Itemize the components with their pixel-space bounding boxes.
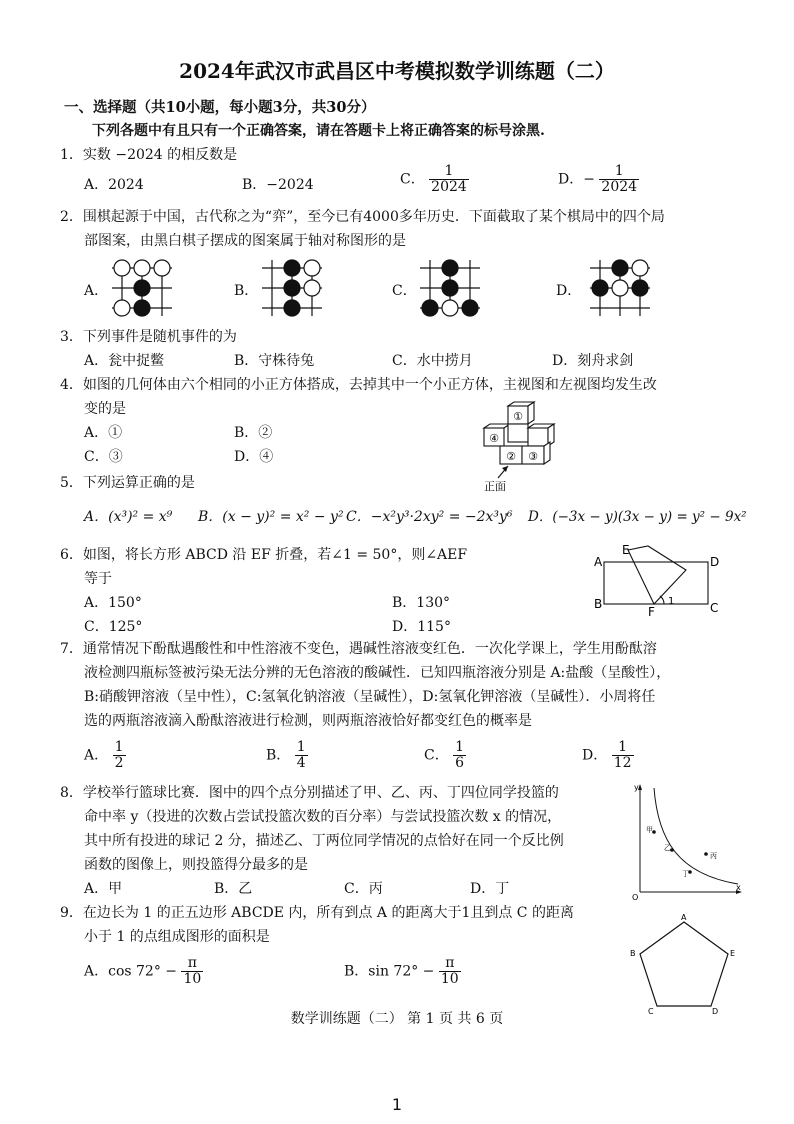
- q7-b-prefix: B．: [266, 747, 291, 764]
- q9-pentagon: [622, 912, 742, 1016]
- q3-option-c: C．水中捞月: [392, 353, 473, 369]
- q7-c-num: 1: [455, 739, 465, 755]
- q7-line4: 选的两瓶溶液滴入酚酞溶液进行检测，则两瓶溶液恰好都变红色的概率是: [84, 713, 532, 729]
- q6-label-e: E: [622, 543, 630, 557]
- q9-label-c: C: [648, 1007, 654, 1016]
- q5-option-b: B．(x − y)² = x² − y²: [198, 509, 344, 525]
- q4-label-1: ①: [513, 410, 523, 423]
- q8-point-ding: 丁: [682, 870, 689, 878]
- q8-graph: [628, 780, 744, 900]
- q4-label-2: ②: [506, 450, 516, 463]
- q8-line1: 8．学校举行篮球比赛．图中的四个点分别描述了甲、乙、丙、丁四位同学投篮的: [60, 785, 559, 801]
- q2-option-d: D．: [556, 283, 582, 299]
- q7-option-b: [266, 740, 308, 772]
- q4-label-4: ④: [489, 432, 499, 445]
- go-pattern-d: [584, 256, 656, 322]
- q1-option-d: [558, 164, 639, 196]
- q6-fold-figure: [590, 540, 726, 616]
- q9-a-fraction: [181, 956, 203, 988]
- q8-option-a: A．甲: [84, 881, 123, 897]
- q9-option-b: [344, 956, 461, 988]
- q4-cube-figure: [474, 400, 574, 492]
- q9-label-a: A: [681, 913, 687, 922]
- page-title: 2024年武汉市武昌区中考模拟数学训练题（二）: [179, 59, 615, 83]
- q9-b-fraction: [439, 956, 461, 988]
- q1-d-fraction: [599, 164, 639, 196]
- q2-option-c: C．: [392, 283, 417, 299]
- q3-option-a: A．瓮中捉鳖: [84, 353, 165, 369]
- q7-c-fraction: [453, 740, 466, 772]
- q9-b-prefix: B．sin 72° −: [344, 963, 435, 980]
- q3-option-b: B．守株待兔: [234, 353, 315, 369]
- q8-line2: 命中率 y（投进的次数占尝试投篮次数的百分率）与尝试投篮次数 x 的情况，: [84, 809, 562, 825]
- q9-a-prefix: A．cos 72° −: [84, 963, 178, 980]
- q1-d-num: 1: [614, 163, 624, 179]
- q7-b-fraction: [295, 740, 308, 772]
- q9-label-e: E: [730, 949, 736, 958]
- q8-option-d: D．丁: [470, 881, 510, 897]
- q9-option-a: [84, 956, 203, 988]
- q7-d-fraction: [612, 740, 634, 772]
- q9-a-den: 10: [183, 971, 202, 988]
- q7-option-a: [84, 740, 126, 772]
- instruction: 下列各题中有且只有一个正确答案，请在答题卡上将正确答案的标号涂黑.: [92, 123, 545, 139]
- q3-stem: 3．下列事件是随机事件的为: [60, 329, 237, 345]
- q5-option-d: D．(−3x − y)(3x − y) = y² − 9x²: [528, 509, 747, 525]
- q9-a-num: π: [187, 955, 197, 971]
- q1-c-fraction: [429, 164, 469, 196]
- q4-option-a: A．①: [84, 425, 123, 441]
- q7-a-num: 1: [114, 739, 124, 755]
- q9-line1: 9．在边长为 1 的正五边形 ABCDE 内，所有到点 A 的距离大于1且到点 C 的距离: [60, 905, 574, 921]
- q6-option-d: D．115°: [392, 619, 451, 635]
- q5-stem: 5．下列运算正确的是: [60, 475, 195, 491]
- q6-stem: 6．如图，将长方形 ABCD 沿 EF 折叠，若∠1 = 50°，则∠AEF: [60, 547, 468, 563]
- q8-option-b: B．乙: [214, 881, 253, 897]
- go-pattern-a: [106, 256, 178, 322]
- q1-c-den: 2024: [431, 179, 467, 196]
- q1-c-prefix: C．: [400, 171, 425, 188]
- q8-option-c: C．丙: [344, 881, 383, 897]
- q8-point-bing: 丙: [710, 852, 717, 860]
- q5-option-a: A．(x³)² = x⁹: [84, 509, 173, 525]
- q2-option-a: A．: [84, 283, 109, 299]
- q8-point-yi: 乙: [664, 844, 671, 852]
- q7-option-d: [582, 740, 634, 772]
- q1-d-prefix: D．−: [558, 171, 595, 188]
- q7-a-den: 2: [114, 755, 124, 772]
- q4-stem: 4．如图的几何体由六个相同的小正方体搭成，去掉其中一个小正方体，主视图和左视图均发生改: [60, 377, 657, 393]
- q6-stem-cont: 等于: [84, 571, 112, 587]
- q4-label-3: ③: [528, 450, 538, 463]
- q1-option-b: B．−2024: [242, 177, 314, 193]
- q7-d-num: 1: [618, 739, 628, 755]
- q1-c-num: 1: [444, 163, 454, 179]
- q1-option-c: [400, 164, 469, 196]
- q1-stem: 1．实数 −2024 的相反数是: [60, 147, 238, 163]
- q7-d-prefix: D．: [582, 747, 608, 764]
- q9-b-num: π: [445, 955, 455, 971]
- q8-x-label: x: [736, 883, 741, 892]
- q8-line3: 其中所有投进的球记 2 分，描述乙、丁两位同学情况的点恰好在同一个反比例: [84, 833, 564, 849]
- q2-option-b: B．: [234, 283, 259, 299]
- q9-label-d: D: [712, 1007, 719, 1016]
- q5-option-c: C．−x²y³·2xy² = −2x³y⁶: [346, 509, 513, 525]
- q7-option-c: [424, 740, 466, 772]
- q7-line2: 液检测四瓶标签被污染无法分辨的无色溶液的酸碱性．已知四瓶溶液分别是 A:盐酸（呈酸性），: [84, 665, 671, 681]
- q7-a-fraction: [113, 740, 126, 772]
- q6-label-a: A: [594, 555, 603, 569]
- q7-d-den: 12: [613, 755, 632, 772]
- q7-b-den: 4: [296, 755, 306, 772]
- q4-front-label: 正面: [484, 480, 506, 492]
- q7-line3: B:硝酸钾溶液（呈中性），C:氢氧化钠溶液（呈碱性），D:氢氧化钾溶液（呈碱性）．小周将任: [84, 689, 656, 705]
- q7-c-den: 6: [455, 755, 465, 772]
- page-number: 1: [391, 1095, 403, 1114]
- q4-stem-cont: 变的是: [84, 401, 126, 417]
- q7-c-prefix: C．: [424, 747, 449, 764]
- q6-option-c: C．125°: [84, 619, 143, 635]
- q1-d-den: 2024: [601, 179, 638, 196]
- q2-stem: 2．围棋起源于中国，古代称之为“弈”，至今已有4000多年历史．下面截取了某个棋局中的四个局: [60, 209, 665, 225]
- go-pattern-b: [256, 256, 328, 322]
- q9-label-b: B: [630, 949, 636, 958]
- q6-label-d: D: [710, 555, 720, 569]
- q7-b-num: 1: [296, 739, 306, 755]
- q3-option-d: D．刻舟求剑: [552, 353, 634, 369]
- q8-origin-label: O: [632, 893, 639, 900]
- q9-b-den: 10: [440, 971, 459, 988]
- q7-a-prefix: A．: [84, 747, 109, 764]
- go-pattern-c: [414, 256, 486, 322]
- q8-line4: 函数的图像上，则投篮得分最多的是: [84, 857, 308, 873]
- section-heading: 一、选择题（共10小题，每小题3分，共30分）: [64, 99, 376, 116]
- q4-option-d: D．④: [234, 449, 274, 465]
- q6-label-b: B: [594, 597, 603, 611]
- q1-option-a: A．2024: [84, 177, 144, 193]
- q7-line1: 7．通常情况下酚酞遇酸性和中性溶液不变色，遇碱性溶液变红色．一次化学课上，学生用酚酞溶: [60, 641, 657, 657]
- q6-label-c: C: [710, 601, 719, 615]
- page-footer: 数学训练题（二） 第 1 页 共 6 页: [290, 1011, 504, 1027]
- q6-label-angle1: 1: [668, 596, 675, 607]
- q8-point-jia: 甲: [646, 826, 653, 834]
- q6-label-f: F: [648, 605, 655, 616]
- q6-option-b: B．130°: [392, 595, 451, 611]
- q9-line2: 小于 1 的点组成图形的面积是: [84, 929, 270, 945]
- q4-option-b: B．②: [234, 425, 273, 441]
- q4-option-c: C．③: [84, 449, 123, 465]
- q8-y-label: y: [634, 783, 639, 792]
- q6-option-a: A．150°: [84, 595, 142, 611]
- q2-stem-cont: 部图案，由黑白棋子摆成的图案属于轴对称图形的是: [84, 233, 406, 249]
